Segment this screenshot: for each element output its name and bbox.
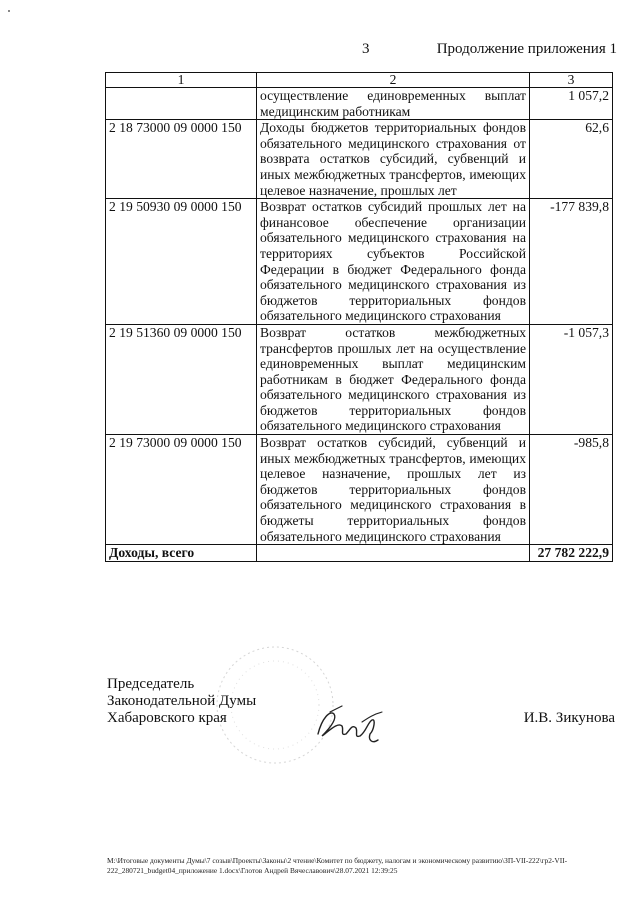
- column-header-3: 3: [530, 73, 613, 88]
- handwritten-signature: [312, 700, 392, 746]
- row-description: Возврат остатков межбюджетных трансфертов прошлых лет на осуществление единовременных выплат медицинским работникам в бюджет Федерального фонда обязательного медицинского страхования из бюджетов территориальных фондов обязательного медицинского страхования: [257, 324, 530, 434]
- row-code: 2 19 73000 09 0000 150: [106, 435, 257, 545]
- file-path-footer: [107, 856, 617, 875]
- revenue-table: [105, 72, 613, 562]
- row-code: [106, 88, 257, 120]
- row-value: -1 057,3: [530, 324, 613, 434]
- scan-speck: [8, 10, 10, 12]
- table-row: [106, 199, 613, 325]
- footer-line1: М:\Итоговые документы Думы\7 созыв\Проекты\Законы\2 чтение\Комитет по бюджету, налогам и экономическому развитию\ЗП-VII-222\гр2-VII-: [107, 856, 568, 865]
- footer-line2: 222_280721_budget04_приложение 1.docx\Глотов Андрей Вячеславович\28.07.2021 12:39:25: [107, 865, 398, 875]
- signatory-title-line3: Хабаровского края: [107, 710, 227, 726]
- row-code: 2 18 73000 09 0000 150: [106, 120, 257, 199]
- signatory-title-line1: Председатель: [107, 676, 195, 692]
- row-description: Возврат остатков субсидий прошлых лет на финансовое обеспечение организации обязательного медицинского страхования на территориях субъектов Российской Федерации в бюджет Федерального фонда обязательного медицинского страхования из бюджетов территориальных фондов обязательного медицинского страхования: [257, 199, 530, 325]
- row-description: Доходы бюджетов территориальных фондов обязательного медицинского страхования от возврата остатков субсидий, субвенций и иных межбюджетных трансфертов, имеющих целевое назначение, прошлых лет: [257, 120, 530, 199]
- row-description: осуществление единовременных выплат медицинским работникам: [257, 88, 530, 120]
- continuation-label: Продолжение приложения 1: [436, 41, 617, 57]
- row-value: -985,8: [530, 435, 613, 545]
- total-row: [106, 545, 613, 562]
- table-row: [106, 324, 613, 434]
- total-value: 27 782 222,9: [530, 545, 613, 562]
- signatory-name: И.В. Зикунова: [523, 710, 615, 726]
- table-header-row: [106, 73, 613, 88]
- row-value: -177 839,8: [530, 199, 613, 325]
- signatory-block: [107, 676, 256, 727]
- column-header-1: 1: [106, 73, 257, 88]
- signatory-title-line2: Законодательной Думы: [107, 693, 257, 709]
- column-header-2: 2: [257, 73, 530, 88]
- table-row: [106, 88, 613, 120]
- row-value: 62,6: [530, 120, 613, 199]
- row-value: 1 057,2: [530, 88, 613, 120]
- row-description: Возврат остатков субсидий, субвенций и иных межбюджетных трансфертов, имеющих целевое назначение, прошлых лет из бюджетов территориальных фондов обязательного медицинского страхования в бюджеты территориальных фондов обязательного медицинского страхования: [257, 435, 530, 545]
- page-number: 3: [362, 41, 370, 57]
- total-label: Доходы, всего: [106, 545, 257, 562]
- table-row: [106, 120, 613, 199]
- table-row: [106, 435, 613, 545]
- row-code: 2 19 51360 09 0000 150: [106, 324, 257, 434]
- row-code: 2 19 50930 09 0000 150: [106, 199, 257, 325]
- total-empty-cell: [257, 545, 530, 562]
